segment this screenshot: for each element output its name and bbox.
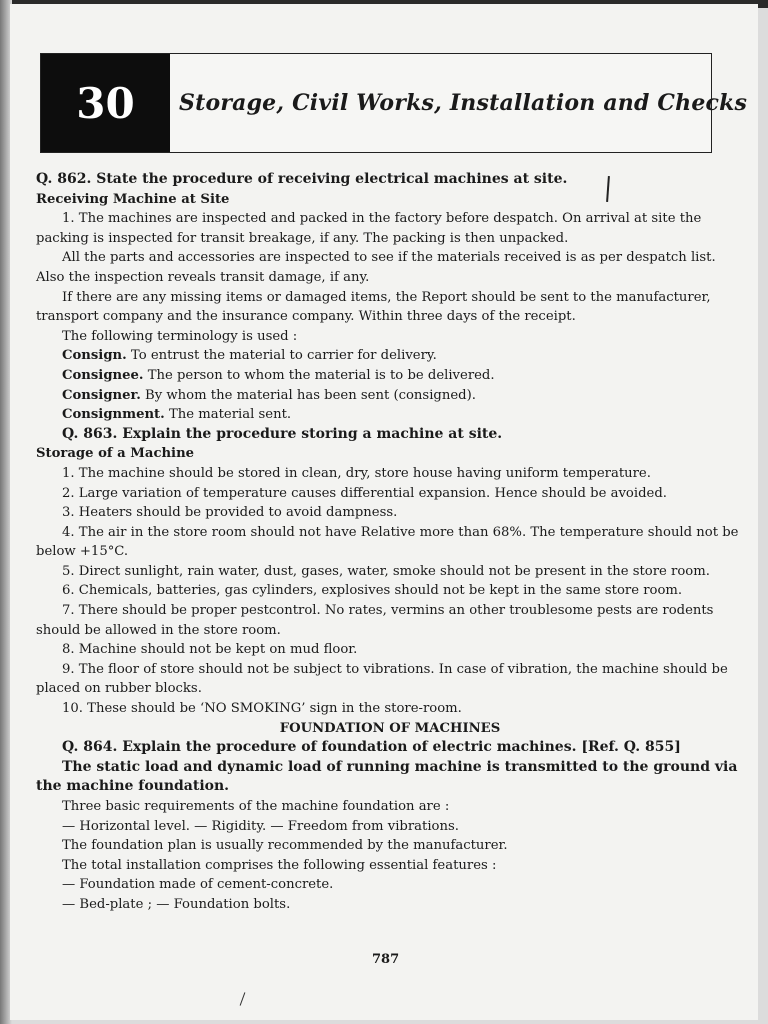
paragraph: The total installation comprises the following essential features : [62, 857, 497, 873]
question-864: Q. 864. Explain the procedure of foundation of electric machines. [Ref. Q. 855] [62, 739, 681, 756]
paragraph: — Horizontal level. — Rigidity. — Freedom from vibrations. [62, 818, 459, 834]
list-item: 2. Large variation of temperature causes differential expansion. Hence should be avoided. [62, 485, 667, 501]
list-item: 3. Heaters should be provided to avoid dampness. [62, 505, 398, 521]
term: Consignment. [62, 407, 165, 423]
list-item: 8. Machine should not be kept on mud floor. [62, 642, 358, 658]
term: Consignee. [62, 367, 144, 383]
list-item: 6. Chemicals, batteries, gas cylinders, explosives should not be kept in the same store room. [62, 583, 683, 599]
paragraph: All the parts and accessories are inspected to see if the materials received is as per despatch list. Also the inspection reveals transit damage, if any. [36, 250, 716, 285]
term-line [36, 386, 744, 406]
paragraph: — Foundation made of cement-concrete. [62, 877, 334, 893]
chapter-header [40, 53, 748, 153]
list-item: 9. The floor of store should not be subject to vibrations. In case of vibration, the machine should be placed on rubber blocks. [36, 661, 728, 697]
paragraph: Three basic requirements of the machine foundation are : [62, 799, 450, 814]
heading-receiving: Receiving Machine at Site [36, 191, 230, 207]
chapter-number: 30 [41, 54, 170, 152]
paragraph: The following terminology is used : [62, 328, 298, 344]
list-item: 5. Direct sunlight, rain water, dust, gases, water, smoke should not be present in the store room. [62, 563, 710, 579]
term-definition: By whom the material has been sent (consigned). [145, 387, 476, 403]
paragraph: — Bed-plate ; — Foundation bolts. [62, 896, 291, 912]
term-line [36, 346, 744, 366]
paragraph: If there are any missing items or damaged items, the Report should be sent to the manufacturer, transport company and the insurance company. Within three days of the receipt. [36, 289, 711, 325]
paragraph: 1. The machines are inspected and packed in the factory before despatch. On arrival at site the packing is inspected for transit breakage, if any. The packing is then unpacked. [36, 211, 702, 246]
section-heading: FOUNDATION OF MACHINES [279, 720, 501, 736]
term-definition: The material sent. [168, 407, 292, 423]
term: Consigner. [62, 387, 141, 403]
heading-storage: Storage of a Machine [36, 446, 195, 462]
bold-paragraph: The static load and dynamic load of running machine is transmitted to the ground via the machine foundation. [36, 758, 738, 795]
list-item: 4. The air in the store room should not have Relative more than 68%. The temperature should not be below +15°C. [36, 524, 739, 560]
page-body [36, 170, 744, 915]
list-item: 1. The machine should be stored in clean, dry, store house having uniform temperature. [62, 465, 651, 481]
chapter-title: Storage, Civil Works, Installation and Checks [179, 90, 748, 116]
list-item: 10. These should be ‘NO SMOKING’ sign in the store-room. [62, 701, 462, 717]
page-number: 787 [372, 952, 400, 967]
term-definition: The person to whom the material is to be delivered. [147, 367, 495, 383]
term-definition: To entrust the material to carrier for delivery. [130, 348, 437, 364]
question-863: Q. 863. Explain the procedure storing a machine at site. [62, 425, 503, 442]
term-line [36, 405, 744, 425]
question-862: Q. 862. State the procedure of receiving electrical machines at site. [36, 171, 568, 187]
term: Consign. [62, 348, 127, 364]
term-line [36, 366, 744, 386]
list-item: 7. There should be proper pestcontrol. No rates, vermins an other troublesome pests are rodents should be allowed in the store room. [36, 603, 714, 638]
paragraph: The foundation plan is usually recommended by the manufacturer. [62, 838, 508, 854]
